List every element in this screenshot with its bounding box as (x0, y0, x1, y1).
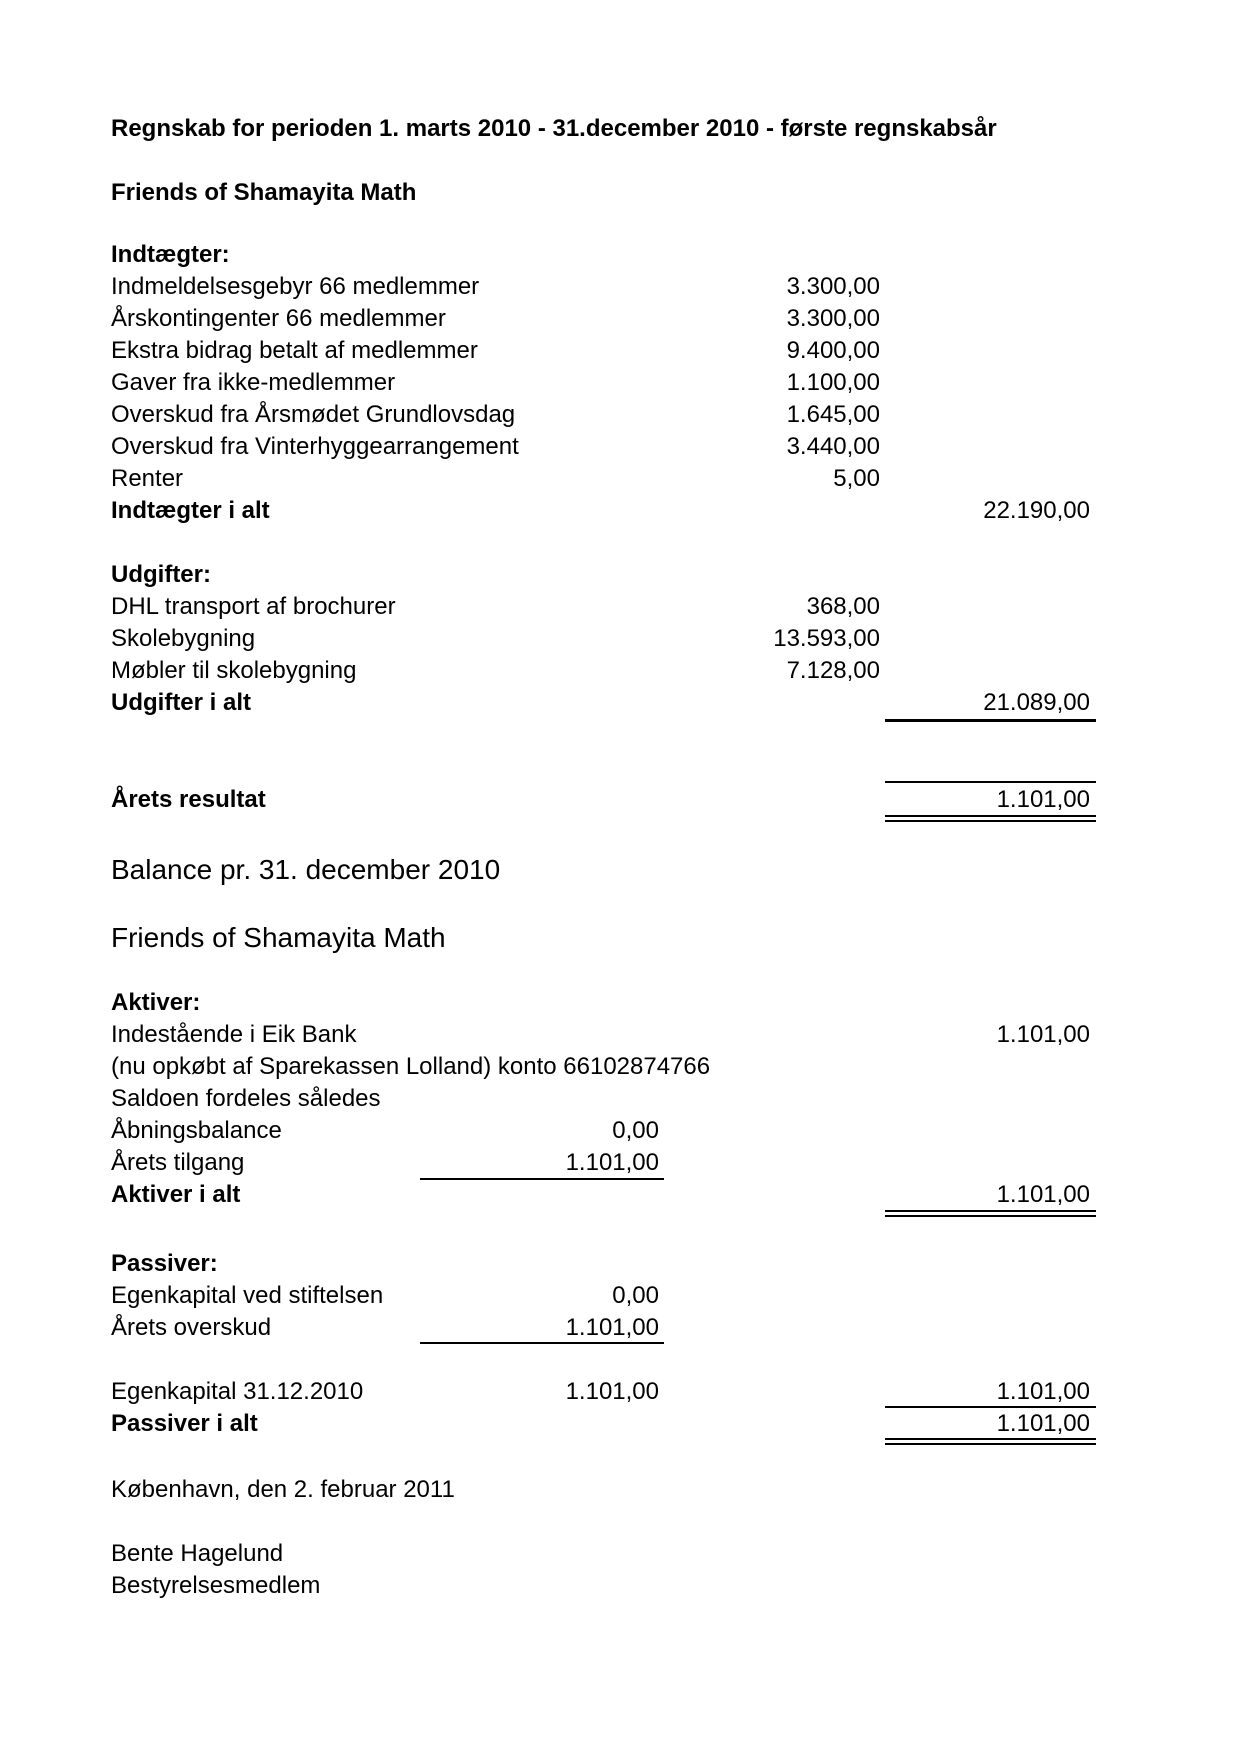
income-item-label: Indmeldelsesgebyr 66 medlemmer (111, 273, 480, 300)
year-end-equity-subtotal: 1.101,00 (565, 1378, 659, 1405)
opening-balance-amount: 0,00 (612, 1117, 659, 1144)
year-addition-label: Årets tilgang (111, 1149, 245, 1176)
income-item-amount: 9.400,00 (786, 337, 880, 364)
bank-deposit-amount: 1.101,00 (996, 1021, 1090, 1048)
assets-total-double-underline-top (885, 1210, 1096, 1212)
year-surplus-amount: 1.101,00 (565, 1314, 659, 1341)
liabilities-title: Passiver: (111, 1250, 218, 1277)
expenses-total-underline (885, 719, 1096, 722)
income-total-label: Indtægter i alt (111, 497, 270, 524)
founding-equity-label: Egenkapital ved stiftelsen (111, 1282, 384, 1309)
income-item-label: Overskud fra Årsmødet Grundlovsdag (111, 401, 516, 428)
expenses-title: Udgifter: (111, 561, 211, 588)
balance-split-label: Saldoen fordeles således (111, 1085, 381, 1112)
expenses-total-label: Udgifter i alt (111, 689, 252, 716)
expense-item-label: Skolebygning (111, 625, 256, 652)
assets-total-double-underline-bottom (885, 1215, 1096, 1217)
income-item-label: Gaver fra ikke-medlemmer (111, 369, 396, 396)
signer-title: Bestyrelsesmedlem (111, 1572, 321, 1599)
result-amount: 1.101,00 (996, 786, 1090, 813)
expense-item-label: DHL transport af brochurer (111, 593, 396, 620)
income-item-amount: 3.300,00 (786, 305, 880, 332)
year-end-equity-label: Egenkapital 31.12.2010 (111, 1378, 364, 1405)
income-item-amount: 1.645,00 (786, 401, 880, 428)
result-label: Årets resultat (111, 786, 266, 813)
income-item-label: Årskontingenter 66 medlemmer (111, 305, 446, 332)
year-addition-amount: 1.101,00 (565, 1149, 659, 1176)
balance-organization-name: Friends of Shamayita Math (111, 922, 446, 953)
income-item-label: Renter (111, 465, 184, 492)
income-item-label: Ekstra bidrag betalt af medlemmer (111, 337, 478, 364)
bank-deposit-label: Indestående i Eik Bank (111, 1021, 357, 1048)
bank-note: (nu opkøbt af Sparekassen Lolland) konto 66102874766 (111, 1053, 711, 1080)
expense-item-label: Møbler til skolebygning (111, 657, 357, 684)
expense-item-amount: 7.128,00 (786, 657, 880, 684)
founding-equity-amount: 0,00 (612, 1282, 659, 1309)
year-surplus-underline (420, 1342, 664, 1344)
expense-item-amount: 368,00 (806, 593, 880, 620)
opening-balance-label: Åbningsbalance (111, 1117, 282, 1144)
year-addition-underline (420, 1178, 664, 1180)
income-item-label: Overskud fra Vinterhyggearrangement (111, 433, 519, 460)
result-double-underline-bottom (885, 820, 1096, 822)
liabilities-total-double-underline-top (885, 1438, 1096, 1440)
assets-total-amount: 1.101,00 (996, 1181, 1090, 1208)
income-item-amount: 1.100,00 (786, 369, 880, 396)
organization-name: Friends of Shamayita Math (111, 179, 417, 206)
liabilities-total-label: Passiver i alt (111, 1410, 258, 1437)
income-item-amount: 5,00 (833, 465, 880, 492)
income-item-amount: 3.300,00 (786, 273, 880, 300)
liabilities-total-amount: 1.101,00 (996, 1410, 1090, 1437)
assets-total-label: Aktiver i alt (111, 1181, 241, 1208)
year-end-equity-underline (885, 1406, 1096, 1408)
income-item-amount: 3.440,00 (786, 433, 880, 460)
place-and-date: København, den 2. februar 2011 (111, 1476, 455, 1503)
balance-title: Balance pr. 31. december 2010 (111, 854, 501, 885)
document-heading: Regnskab for perioden 1. marts 2010 - 31.december 2010 - første regnskabsår (111, 115, 997, 142)
signer-name: Bente Hagelund (111, 1540, 284, 1567)
assets-title: Aktiver: (111, 989, 201, 1016)
income-total-amount: 22.190,00 (983, 497, 1090, 524)
income-title: Indtægter: (111, 241, 230, 268)
year-end-equity-amount: 1.101,00 (996, 1378, 1090, 1405)
liabilities-total-double-underline-bottom (885, 1443, 1096, 1445)
year-surplus-label: Årets overskud (111, 1314, 272, 1341)
expense-item-amount: 13.593,00 (773, 625, 880, 652)
result-overline (885, 781, 1096, 783)
result-double-underline-top (885, 815, 1096, 817)
expenses-total-amount: 21.089,00 (983, 689, 1090, 716)
